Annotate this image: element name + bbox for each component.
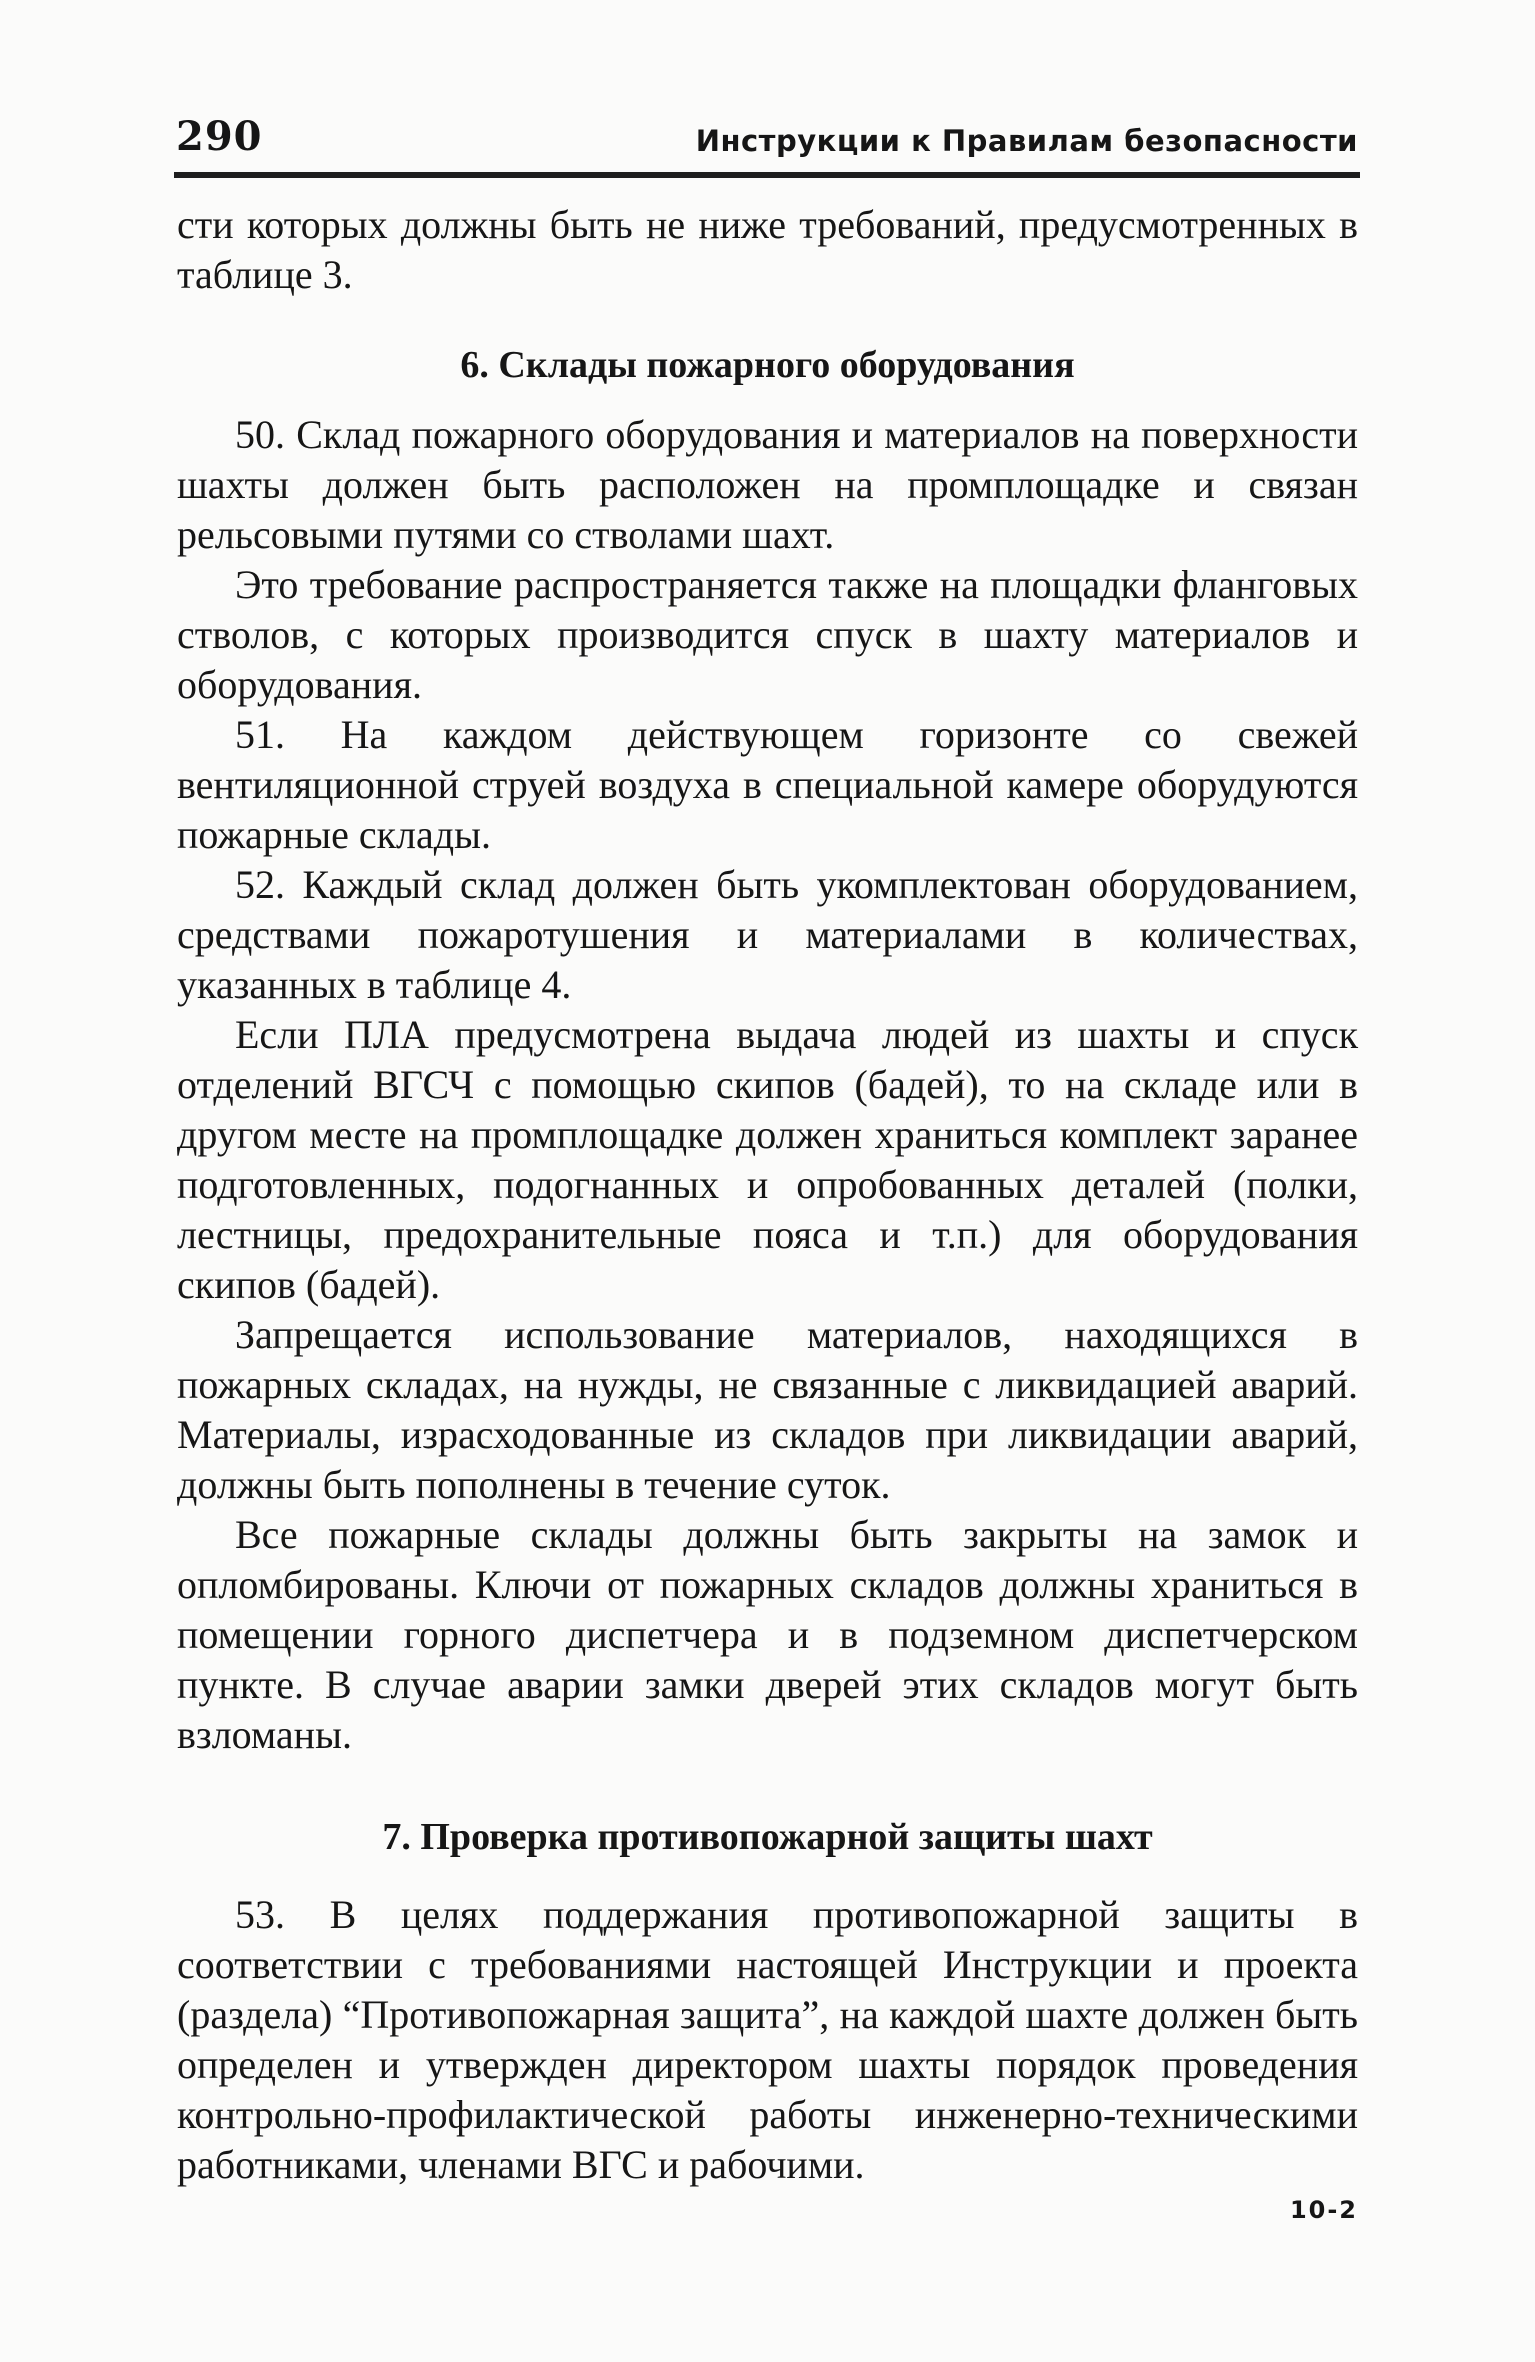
paragraph-50: 50. Склад пожарного оборудования и материалов на поверхности шахты должен быть расположен на промплощадке и связан рельсовыми путями со стволами шахт. <box>177 412 1358 557</box>
carry-over-paragraph: сти которых должны быть не ниже требований, предусмотренных в таблице 3. <box>177 202 1358 297</box>
paragraph-50-continued: Это требование распространяется также на площадки фланговых стволов, с которых производится спуск в шахту материалов и оборудования. <box>177 562 1358 707</box>
page-body <box>177 200 1358 2190</box>
paragraph-51: 51. На каждом действующем горизонте со свежей вентиляционной струей воздуха в специальной камере оборудуются пожарные склады. <box>177 712 1358 857</box>
section-7-heading: 7. Проверка противопожарной защиты шахт <box>382 1816 1153 1858</box>
paragraph-52-locks: Все пожарные склады должны быть закрыты на замок и опломбированы. Ключи от пожарных складов должны храниться в помещении горного диспетчера и в подземном диспетчерском пункте. В случае аварии замки дверей этих складов могут быть взломаны. <box>177 1512 1358 1757</box>
paragraph-52-skips: Если ПЛА предусмотрена выдача людей из шахты и спуск отделений ВГСЧ с помощью скипов (бадей), то на складе или в другом месте на промплощадке должен храниться комплект заранее подготовленных, подогнанных и опробованных деталей (полки, лестницы, предохранительные пояса и т.п.) для оборудования скипов (бадей). <box>177 1012 1358 1307</box>
paragraph-53: 53. В целях поддержания противопожарной защиты в соответствии с требованиями настоящей Инструкции и проекта (раздела) “Противопожарная защита”, на каждой шахте должен быть определен и утвержден директором шахты порядок проведения контрольно-профилактической работы инженерно-техническими работниками, членами ВГС и рабочими. <box>177 1892 1358 2187</box>
page-header <box>176 112 1358 172</box>
signature-mark: 10-2 <box>1289 2196 1358 2224</box>
paragraph-52-prohibition: Запрещается использование материалов, находящихся в пожарных складах, на нужды, не связанные с ликвидацией аварий. Материалы, израсходованные из складов при ликвидации аварий, должны быть пополнены в течение суток. <box>177 1312 1358 1507</box>
header-rule <box>174 172 1360 178</box>
page-number: 290 <box>176 113 263 160</box>
section-6-heading: 6. Склады пожарного оборудования <box>460 344 1075 386</box>
running-head: Инструкции к Правилам безопасности <box>695 124 1358 158</box>
paragraph-52: 52. Каждый склад должен быть укомплектован оборудованием, средствами пожаротушения и материалами в количествах, указанных в таблице 4. <box>177 862 1358 1007</box>
